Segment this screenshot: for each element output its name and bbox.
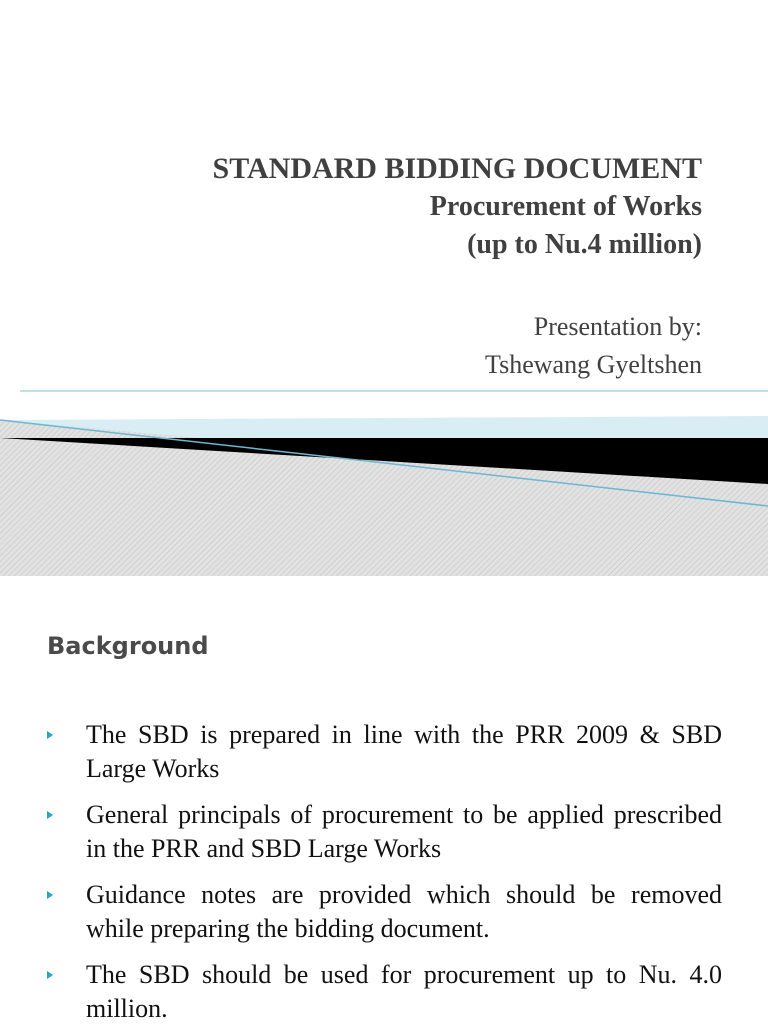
slide-title: STANDARD BIDDING DOCUMENT [212,152,702,185]
bullet-item [47,718,722,786]
section-heading: Background [47,632,209,660]
presenter-block [485,308,702,384]
bullet-item [47,958,722,1024]
bullet-arrow-icon [47,971,53,979]
title-block [213,150,702,264]
bullet-arrow-icon [47,811,53,819]
background-slide [0,576,768,1024]
bullet-arrow-icon [47,731,53,739]
bullet-text: General principals of procurement to be applied prescribed in the PRR and SBD Large Works [86,800,722,863]
slide-subtitle-line-1: Procurement of Works [429,191,702,222]
bullet-list [47,718,722,1024]
presenter-label: Presentation by: [533,312,702,341]
bullet-item [47,878,722,946]
bullet-text: The SBD is prepared in line with the PRR 2009 & SBD Large Works [86,720,722,783]
bullet-text: The SBD should be used for procurement up to Nu. 4.0 million. [86,960,722,1023]
presenter-name: Tshewang Gyeltshen [485,350,702,379]
slide-subtitle-line-2: (up to Nu.4 million) [467,229,702,260]
bullet-arrow-icon [47,891,53,899]
decorative-band [0,386,768,576]
bullet-item [47,798,722,866]
bullet-text: Guidance notes are provided which should be removed while preparing the bidding document. [86,880,722,943]
